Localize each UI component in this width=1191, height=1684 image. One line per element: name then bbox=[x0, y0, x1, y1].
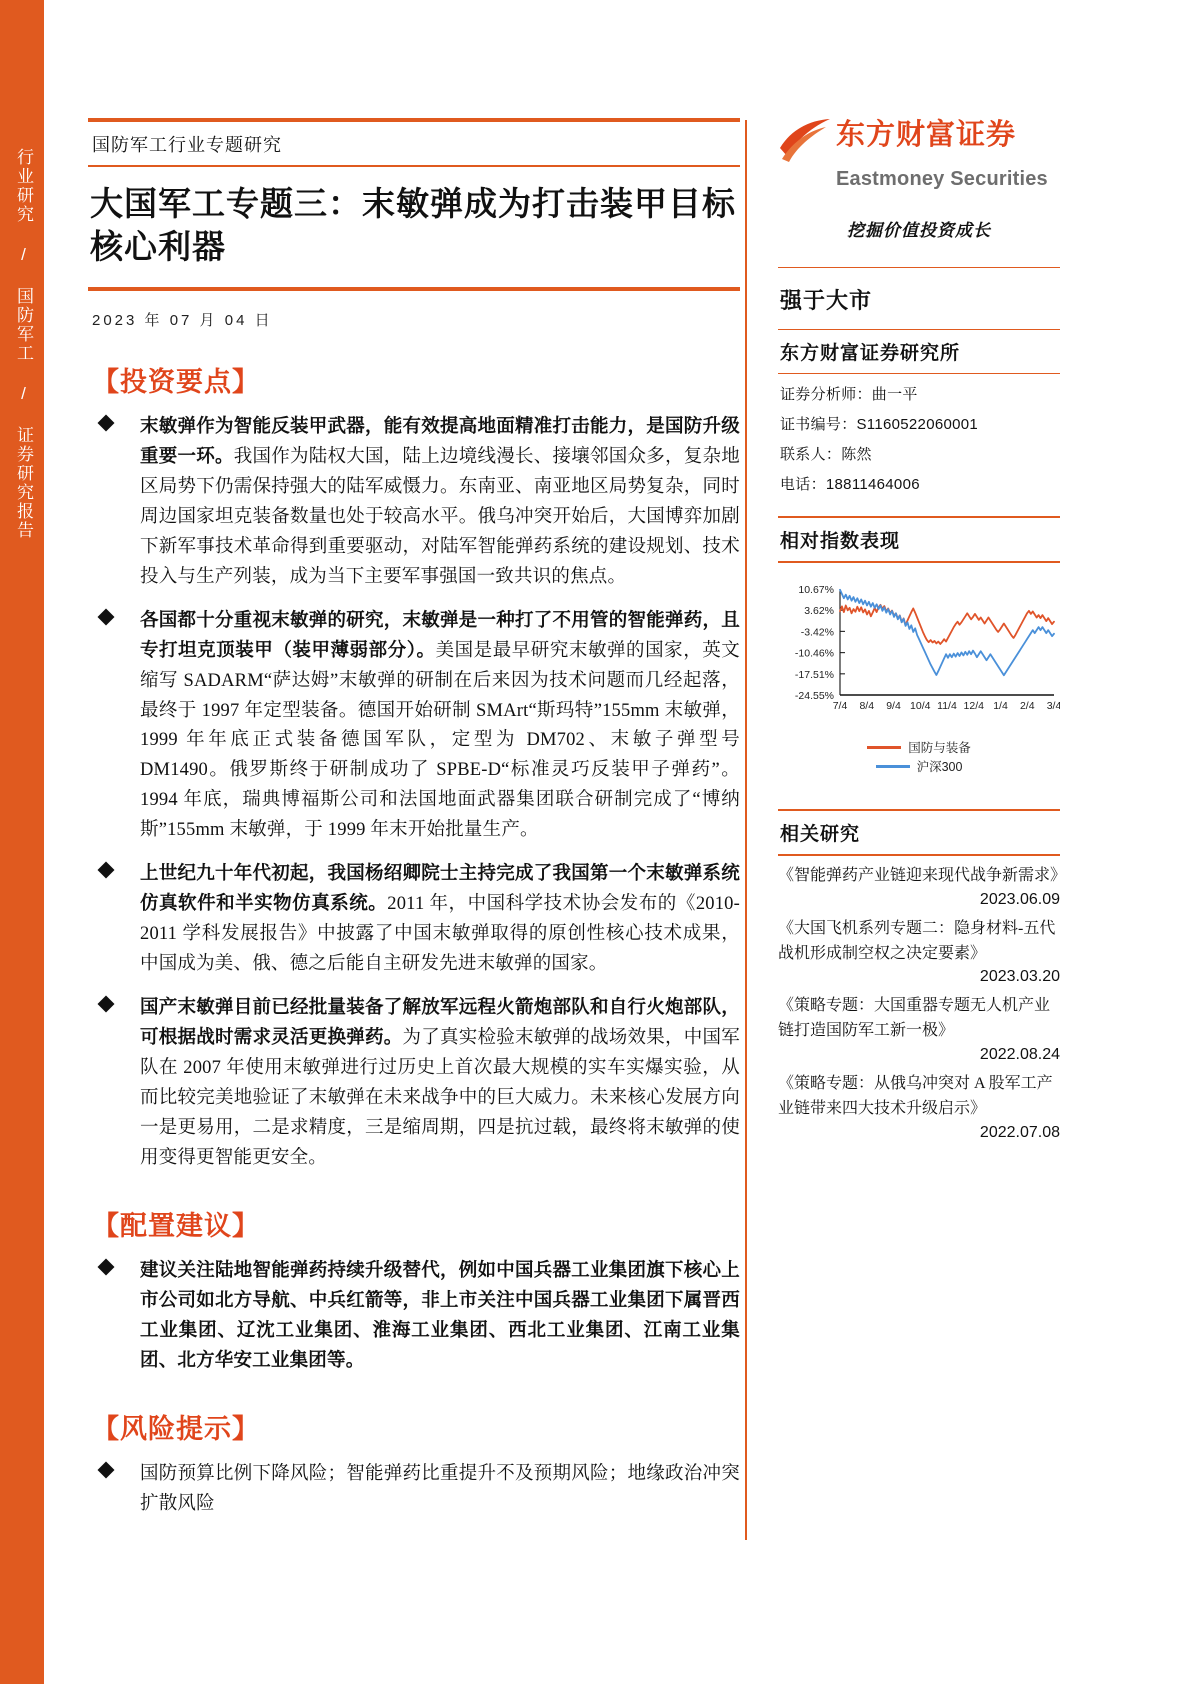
bullet-lead: 各国都十分重视末敏弹的研究，末敏弹是一种打了不用管的智能弹药，且专打坦克顶装甲（装甲薄弱部分）。 bbox=[140, 610, 740, 661]
chart-x-tick-label: 2/4 bbox=[1019, 700, 1035, 712]
bullet-body: 国防预算比例下降风险；智能弹药比重提升不及预期风险；地缘政治冲突扩散风险 bbox=[140, 1463, 740, 1514]
bullet-lead: 末敏弹作为智能反装甲武器，能有效提高地面精准打击能力，是国防升级重要一环。 bbox=[140, 416, 740, 467]
relative-index-chart bbox=[778, 577, 1060, 775]
chart-y-tick-label: -3.42% bbox=[800, 626, 834, 639]
left-spine bbox=[0, 0, 44, 1684]
analyst-name: 证券分析师：曲一平 bbox=[780, 386, 918, 403]
chart-legend-label: 沪深300 bbox=[916, 760, 963, 774]
eastmoney-arrow-logo-icon bbox=[778, 118, 832, 164]
brand-slogan: 挖掘价值投资成长 bbox=[847, 221, 991, 240]
diamond-bullet-icon bbox=[98, 996, 115, 1013]
brand-name-cn: 东方财富证券 bbox=[836, 119, 1017, 151]
diamond-bullet-icon bbox=[98, 1259, 115, 1276]
column-divider bbox=[745, 120, 747, 1540]
bullet-text bbox=[140, 994, 740, 1174]
chart-x-tick-label: 7/4 bbox=[832, 700, 848, 712]
chart-x-tick-label: 9/4 bbox=[886, 700, 901, 712]
bullet-lead: 上世纪九十年代初起，我国杨绍卿院士主持完成了我国第一个末敏弹系统仿真软件和半实物仿真系统。 bbox=[140, 864, 740, 915]
chart-legend bbox=[778, 738, 1060, 775]
bullet-text bbox=[140, 860, 740, 980]
diamond-bullet-icon bbox=[98, 414, 115, 431]
chart-x-tick-label: 10/4 bbox=[910, 700, 931, 712]
related-research-date: 2022.08.24 bbox=[979, 1045, 1060, 1063]
contact-name: 联系人：陈然 bbox=[780, 446, 872, 463]
related-research-title: 相关研究 bbox=[780, 824, 861, 845]
bullet-text bbox=[140, 1257, 740, 1377]
bullet-text bbox=[140, 413, 740, 593]
chart-y-tick-label: -17.51% bbox=[794, 668, 834, 681]
bullet-lead: 建议关注陆地智能弹药持续升级替代，例如中国兵器工业集团旗下核心上市公司如北方导航、中兵红箭等，非上市关注中国兵器工业集团下属晋西工业集团、辽沈工业集团、淮海工业集团、西北工业集团、江南工业集团、北方华安工业集团等。 bbox=[140, 1261, 740, 1371]
chart-y-tick-label: -10.46% bbox=[794, 647, 834, 660]
bullet-body: 为了真实检验末敏弹的战场效果，中国军队在 2007 年使用末敏弹进行过历史上首次最大规模的实车实爆实验，从而比较完美地验证了末敏弹在未来战争中的巨大威力。未来核心发展方向一是更易用，二是求精度，三是缩周期，四是抗过载，最终将末敏弹的使用变得更智能更安全。 bbox=[140, 1028, 740, 1169]
related-research-date: 2022.07.08 bbox=[979, 1123, 1060, 1141]
bullet-text bbox=[140, 607, 740, 847]
diamond-bullet-icon bbox=[98, 862, 115, 879]
bullet-item bbox=[88, 1460, 740, 1520]
bullet-body: 2011 年，中国科学技术协会发布的《2010-2011 学科发展报告》中披露了中国末敏弹取得的原创性核心技术成果，中国成为美、俄、德之后能自主研发先进末敏弹的国家。 bbox=[140, 894, 740, 975]
related-research-item[interactable]: 《智能弹药产业链迎来现代战争新需求》 bbox=[778, 867, 1067, 884]
bullet-item bbox=[88, 994, 740, 1174]
related-research-item[interactable]: 《大国飞机系列专题二：隐身材料-五代战机形成制空权之决定要素》 bbox=[778, 919, 1056, 962]
chart-legend-label: 国防与装备 bbox=[908, 741, 971, 755]
bullet-body: 我国作为陆权大国，陆上边境线漫长、接壤邻国众多，复杂地区局势下仍需保持强大的陆军威慑力。东南亚、南亚地区局势复杂，同时周边国家坦克装备数量也处于较高水平。俄乌冲突开始后，大国博弈加剧下新军事技术革命得到重要驱动，对陆军智能弹药系统的建设规划、技术投入与生产列装，成为当下主要军事强国一致共识的焦点。 bbox=[140, 446, 740, 587]
related-research-item[interactable]: 《策略专题：大国重器专题无人机产业链打造国防军工新一极》 bbox=[778, 997, 1051, 1040]
chart-x-tick-label: 1/4 bbox=[993, 700, 1008, 712]
report-date: 2023 年 07 月 04 日 bbox=[92, 311, 273, 329]
bullet-item bbox=[88, 860, 740, 980]
related-research-list bbox=[778, 864, 1067, 1142]
chart-legend-swatch bbox=[867, 746, 901, 749]
report-kicker: 国防军工行业专题研究 bbox=[92, 135, 282, 155]
chart-y-tick-label: -24.55% bbox=[794, 690, 834, 702]
rating-badge: 强于大市 bbox=[780, 288, 873, 313]
related-rule-bottom bbox=[778, 854, 1060, 856]
bullet-item bbox=[88, 413, 740, 593]
chart-rule-bottom bbox=[778, 561, 1060, 563]
chart-legend-item bbox=[867, 738, 971, 756]
research-house-title: 东方财富证券研究所 bbox=[780, 343, 961, 364]
bullet-item bbox=[88, 607, 740, 847]
chart-x-tick-label: 3/4 bbox=[1046, 700, 1060, 712]
chart-y-tick-label: 3.62% bbox=[804, 605, 834, 618]
bullet-text bbox=[140, 1460, 740, 1520]
side-column bbox=[778, 118, 1067, 1142]
chart-legend-item bbox=[876, 757, 963, 775]
chart-x-tick-label: 12/4 bbox=[963, 700, 984, 712]
spine-label: 行业研究 / 国防军工 / 证券研究报告 bbox=[14, 148, 33, 540]
contact-phone: 电话：18811464006 bbox=[780, 476, 920, 493]
chart-x-tick-label: 8/4 bbox=[859, 700, 875, 712]
bullet-lead: 国产末敏弹目前已经批量装备了解放军远程火箭炮部队和自行火炮部队，可根据战时需求灵活更换弹药。 bbox=[140, 998, 740, 1049]
section-heading: 【配置建议】 bbox=[92, 1211, 260, 1242]
chart-section-title: 相对指数表现 bbox=[780, 531, 901, 552]
bullet-body: 美国是最早研究末敏弹的国家，英文缩写 SADARM“萨达姆”末敏弹的研制在后来因为技术问题而几经起落，最终于 1997 年定型装备。德国开始研制 SMArt“斯玛特”155mm 末敏弹，1999 年年底正式装备德国军队，定型为 DM702、末敏子弹型号 DM1490。俄罗斯终于研制成功了 SPBE-D“标准灵巧反装甲子弹药”。1994 年底，瑞典博福斯公司和法国地面武器集团联合研制完成了“博纳斯”155mm 末敏弹，于 1999 年末开始批量生产。 bbox=[140, 640, 741, 841]
main-column bbox=[88, 118, 740, 1534]
related-research-date: 2023.03.20 bbox=[979, 968, 1060, 986]
sections-host bbox=[88, 360, 740, 1520]
related-research-item[interactable]: 《策略专题：从俄乌冲突对 A 股军工产业链带来四大技术升级启示》 bbox=[778, 1074, 1053, 1117]
section-heading: 【风险提示】 bbox=[92, 1413, 260, 1444]
chart-series-line bbox=[840, 590, 1054, 675]
chart-canvas bbox=[778, 577, 1060, 727]
chart-y-tick-label: 10.67% bbox=[798, 584, 834, 596]
chart-legend-swatch bbox=[876, 765, 910, 768]
brand-logo bbox=[778, 118, 1060, 204]
license-number: 证书编号：S1160522060001 bbox=[780, 416, 979, 433]
chart-x-tick-label: 11/4 bbox=[937, 700, 957, 712]
diamond-bullet-icon bbox=[98, 608, 115, 625]
related-research-date: 2023.06.09 bbox=[979, 890, 1060, 908]
chart-series-line bbox=[840, 605, 1054, 644]
brand-name-en: Eastmoney Securities bbox=[836, 168, 1048, 190]
page-title: 大国军工专题三：末敏弹成为打击装甲目标核心利器 bbox=[90, 185, 736, 265]
bullet-item bbox=[88, 1257, 740, 1377]
section-heading: 【投资要点】 bbox=[92, 366, 260, 397]
diamond-bullet-icon bbox=[98, 1461, 115, 1478]
